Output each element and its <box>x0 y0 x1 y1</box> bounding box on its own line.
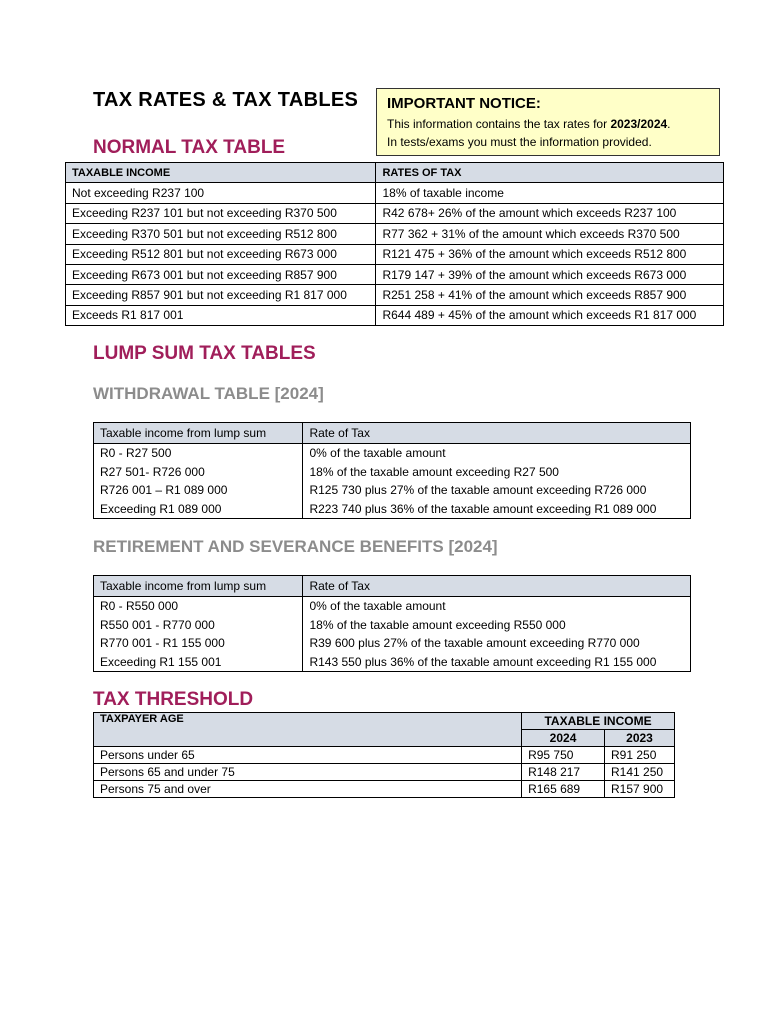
notice-line-1-end: . <box>667 117 671 131</box>
table-header-row <box>66 163 724 183</box>
income-cell: R550 001 - R770 000 <box>94 616 303 635</box>
table-header-row <box>94 423 691 444</box>
table-header-row <box>94 576 691 597</box>
rate-cell: 18% of taxable income <box>376 183 724 203</box>
income-cell: Exceeding R1 155 001 <box>94 653 303 672</box>
threshold-cell: R165 689 <box>522 781 605 798</box>
income-cell: Exceeding R370 501 but not exceeding R512 800 <box>66 224 376 244</box>
age-cell: Persons 75 and over <box>94 781 522 798</box>
table-header-row <box>94 713 675 730</box>
column-header: Taxable income from lump sum <box>94 576 303 597</box>
retirement-table <box>93 575 691 672</box>
rate-cell: R125 730 plus 27% of the taxable amount exceeding R726 000 <box>303 481 691 500</box>
tax-threshold-title: TAX THRESHOLD <box>93 689 254 710</box>
page-title: TAX RATES & TAX TABLES <box>93 89 359 111</box>
notice-line-1 <box>387 115 709 133</box>
retirement-table-title: RETIREMENT AND SEVERANCE BENEFITS [2024] <box>93 537 498 556</box>
rate-cell: R42 678+ 26% of the amount which exceeds R237 100 <box>376 203 724 223</box>
table-row <box>94 634 691 653</box>
table-row <box>66 244 724 264</box>
important-notice-box <box>376 88 720 156</box>
rate-cell: R77 362 + 31% of the amount which exceeds R370 500 <box>376 224 724 244</box>
income-cell: R770 001 - R1 155 000 <box>94 634 303 653</box>
table-row <box>66 203 724 223</box>
rate-cell: 0% of the taxable amount <box>303 597 691 616</box>
column-header: RATES OF TAX <box>376 163 724 183</box>
threshold-cell: R141 250 <box>605 764 675 781</box>
tax-threshold-table <box>93 712 675 798</box>
year-header: 2023 <box>605 730 675 747</box>
notice-line-1-text: This information contains the tax rates for <box>387 117 611 131</box>
rate-cell: 18% of the taxable amount exceeding R550 000 <box>303 616 691 635</box>
table-row <box>94 764 675 781</box>
income-cell: R726 001 – R1 089 000 <box>94 481 303 500</box>
income-cell: Exceeding R857 901 but not exceeding R1 817 000 <box>66 285 376 305</box>
column-header-income: TAXABLE INCOME <box>522 713 675 730</box>
normal-tax-table <box>65 162 724 326</box>
column-header: Rate of Tax <box>303 576 691 597</box>
rate-cell: 0% of the taxable amount <box>303 444 691 463</box>
table-row <box>94 653 691 672</box>
table-row <box>94 597 691 616</box>
threshold-cell: R157 900 <box>605 781 675 798</box>
withdrawal-table <box>93 422 691 519</box>
table-row <box>94 616 691 635</box>
table-row <box>94 481 691 500</box>
year-header: 2024 <box>522 730 605 747</box>
normal-tax-table-title: NORMAL TAX TABLE <box>93 137 286 158</box>
rate-cell: R143 550 plus 36% of the taxable amount exceeding R1 155 000 <box>303 653 691 672</box>
withdrawal-table-title: WITHDRAWAL TABLE [2024] <box>93 384 324 403</box>
notice-year: 2023/2024 <box>610 117 668 131</box>
rate-cell: R179 147 + 39% of the amount which exceeds R673 000 <box>376 264 724 284</box>
income-cell: Exceeding R237 101 but not exceeding R370 500 <box>66 203 376 223</box>
column-header: TAXABLE INCOME <box>66 163 376 183</box>
income-cell: Exceeding R512 801 but not exceeding R673 000 <box>66 244 376 264</box>
threshold-cell: R95 750 <box>522 747 605 764</box>
table-row <box>94 500 691 519</box>
income-cell: Exceeding R673 001 but not exceeding R857 900 <box>66 264 376 284</box>
column-header-age: TAXPAYER AGE <box>94 713 522 747</box>
table-row <box>94 781 675 798</box>
notice-line-2: In tests/exams you must the information provided. <box>387 135 652 149</box>
threshold-cell: R148 217 <box>522 764 605 781</box>
notice-heading: IMPORTANT NOTICE: <box>387 95 541 112</box>
income-cell: Not exceeding R237 100 <box>66 183 376 203</box>
age-cell: Persons under 65 <box>94 747 522 764</box>
rate-cell: R251 258 + 41% of the amount which exceeds R857 900 <box>376 285 724 305</box>
income-cell: Exceeding R1 089 000 <box>94 500 303 519</box>
income-cell: R0 - R27 500 <box>94 444 303 463</box>
table-row <box>94 463 691 482</box>
rate-cell: R644 489 + 45% of the amount which exceeds R1 817 000 <box>376 305 724 325</box>
table-row <box>66 285 724 305</box>
column-header: Taxable income from lump sum <box>94 423 303 444</box>
lump-sum-title: LUMP SUM TAX TABLES <box>93 343 316 364</box>
table-row <box>94 444 691 463</box>
income-cell: R0 - R550 000 <box>94 597 303 616</box>
rate-cell: R39 600 plus 27% of the taxable amount exceeding R770 000 <box>303 634 691 653</box>
table-row <box>94 747 675 764</box>
rate-cell: 18% of the taxable amount exceeding R27 500 <box>303 463 691 482</box>
rate-cell: R121 475 + 36% of the amount which exceeds R512 800 <box>376 244 724 264</box>
rate-cell: R223 740 plus 36% of the taxable amount exceeding R1 089 000 <box>303 500 691 519</box>
income-cell: Exceeds R1 817 001 <box>66 305 376 325</box>
threshold-cell: R91 250 <box>605 747 675 764</box>
table-row <box>66 183 724 203</box>
table-row <box>66 224 724 244</box>
table-row <box>66 264 724 284</box>
table-row <box>66 305 724 325</box>
age-cell: Persons 65 and under 75 <box>94 764 522 781</box>
column-header: Rate of Tax <box>303 423 691 444</box>
income-cell: R27 501- R726 000 <box>94 463 303 482</box>
